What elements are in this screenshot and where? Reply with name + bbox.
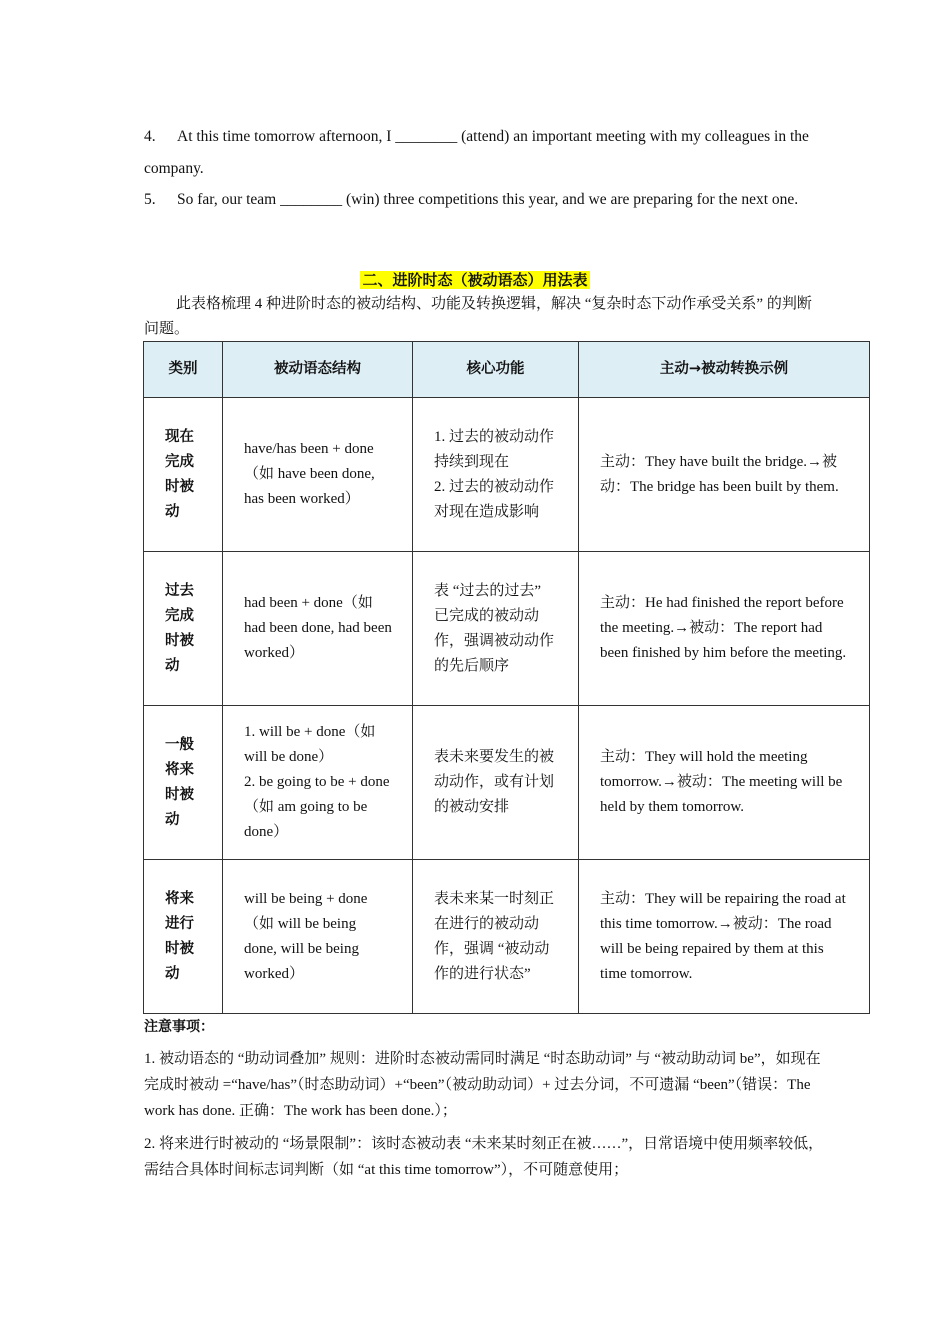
table-row [144,706,870,860]
header-example: 主动→被动转换示例 [579,342,870,398]
row-category [144,860,223,1014]
table-row [144,552,870,706]
row-category-line: 现在完成时被动 [165,428,194,520]
row-category [144,552,223,706]
row-example [579,398,870,552]
row-example-line: 主动：They will be repairing the road at this time tomorrow.→被动：The road will be being repaired by them at this time tomorrow. [600,890,846,982]
header-category: 类别 [144,342,223,398]
section-title: 二、进阶时态（被动语态）用法表 [362,271,588,289]
row-structure [223,552,413,706]
question-number: 4. [144,128,156,145]
question-5 [144,184,834,216]
row-category-line: 过去完成时被动 [165,582,194,674]
table-row [144,860,870,1014]
row-structure-line: have/has been + done（如 have been done, has been worked） [244,441,375,507]
table-header-row [144,342,870,398]
row-structure-line: 2. be going to be + done（如 am going to be done） [244,774,390,840]
note-item-2: 2. 将来进行时被动的 “场景限制”：该时态被动表 “未来某时刻正在被……”，日常语境中使用频率较低，需结合具体时间标志词判断（如 “at this time tomorrow”），不可随意使用； [144,1136,824,1178]
row-category-line: 一般将来时被动 [165,736,194,828]
row-example-line: 主动：They will hold the meeting tomorrow.→被动：The meeting will be held by them tomorrow. [600,749,843,815]
section-intro: 此表格梳理 4 种进阶时态的被动结构、功能及转换逻辑，解决 “复杂时态下动作承受关系” 的判断问题。 [144,296,812,337]
row-function-line: 表未来要发生的被动动作，或有计划的被动安排 [434,749,555,815]
row-category [144,398,223,552]
row-example [579,552,870,706]
header-function: 核心功能 [413,342,579,398]
row-function [413,552,579,706]
row-structure-line: will be being + done（如 will be being done, will be being worked） [244,890,368,982]
row-structure-line: had been + done（如 had been done, had been worked） [244,595,392,661]
table-row [144,398,870,552]
row-example [579,706,870,860]
row-function-line: 表 “过去的过去” 已完成的被动动作，强调被动动作的先后顺序 [434,582,555,674]
row-function-line: 1. 过去的被动动作持续到现在 [434,428,555,470]
passive-voice-table [143,341,870,1014]
row-example-line: 主动：They have built the bridge.→被动：The bridge has been built by them. [600,453,839,495]
row-category-line: 将来进行时被动 [165,890,194,982]
row-category [144,706,223,860]
row-function-line: 表未来某一时刻正在进行的被动动作，强调 “被动动作的进行状态” [434,890,555,982]
row-example-line: 主动：He had finished the report before the meeting.→被动：The report had been finished by him before the meeting. [600,595,847,661]
row-structure [223,706,413,860]
row-function-line: 2. 过去的被动动作对现在造成影响 [434,478,555,520]
row-function [413,398,579,552]
question-4 [144,121,834,185]
row-example [579,860,870,1014]
row-function [413,860,579,1014]
row-structure-line: 1. will be + done（如 will be done） [244,724,376,765]
notes-title: 注意事项： [144,1019,214,1035]
section-heading [0,268,950,292]
row-structure [223,860,413,1014]
header-structure: 被动语态结构 [223,342,413,398]
row-structure [223,398,413,552]
question-text: At this time tomorrow afternoon, I ________ (attend) an important meeting with my colleagues in the company. [144,128,809,177]
note-item-1: 1. 被动语态的 “助动词叠加” 规则：进阶时态被动需同时满足 “时态助动词” 与 “被动助动词 be”，如现在完成时被动 =“have/has”（时态助动词）+“been”（被动助动词）+ 过去分词，不可遗漏 “been”（错误：The work has done. 正确：The work has been done.）； [144,1051,821,1119]
row-function [413,706,579,860]
question-text: So far, our team ________ (win) three competitions this year, and we are preparing for the next one. [177,191,799,208]
question-number: 5. [144,191,156,208]
